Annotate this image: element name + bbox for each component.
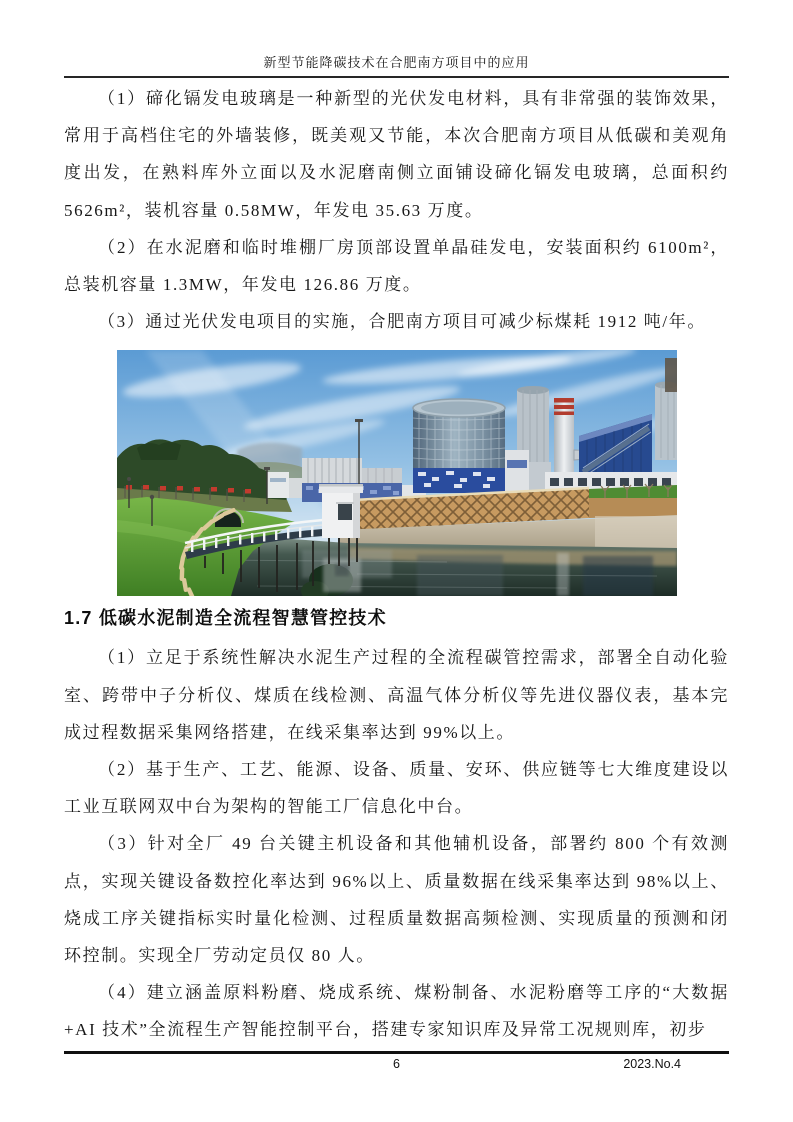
page-number: 6 bbox=[393, 1057, 400, 1071]
header-rule bbox=[64, 76, 729, 78]
intro-paragraph-3: （3）通过光伏发电项目的实施，合肥南方项目可减少标煤耗 1912 吨/年。 bbox=[98, 312, 706, 332]
section-heading: 1.7 低碳水泥制造全流程智慧管控技术 bbox=[64, 608, 387, 629]
footer-rule bbox=[64, 1051, 729, 1054]
page-header bbox=[64, 0, 729, 78]
section-paragraph-2: （2）基于生产、工艺、能源、设备、质量、安环、供应链等七大维度建设以工业互联网双中台为架构的智能工厂信息化中台。 bbox=[64, 760, 729, 817]
intro-paragraph-2: （2）在水泥磨和临时堆棚厂房顶部设置单晶硅发电，安装面积约 6100m²，总装机容量 1.3MW，年发电 126.86 万度。 bbox=[64, 237, 729, 295]
factory-photo-illustration bbox=[117, 350, 677, 596]
section-paragraph-3: （3）针对全厂 49 台关键主机设备和其他辅机设备，部署约 800 个有效测点，实现关键设备数控化率达到 96%以上、质量数据在线采集率达到 98%以上、烧成工序关键指标实时量化检测、过程质量数据高频检测、实现质量的预测和闭环控制。实现全厂劳动定员仅 80 人。 bbox=[64, 834, 729, 966]
running-head-title: 新型节能降碳技术在合肥南方项目中的应用 bbox=[263, 55, 530, 70]
issue-number: 2023.No.4 bbox=[623, 1057, 681, 1071]
section-paragraph-1: （1）立足于系统性解决水泥生产过程的全流程碳管控需求，部署全自动化验室、跨带中子分析仪、煤质在线检测、高温气体分析仪等先进仪器仪表，基本完成过程数据采集网络搭建，在线采集率达到 99%以上。 bbox=[64, 648, 729, 742]
section-paragraph-4: （4）建立涵盖原料粉磨、烧成系统、煤粉制备、水泥粉磨等工序的“大数据+AI 技术”全流程生产智能控制平台，搭建专家知识库及异常工况规则库，初步 bbox=[64, 983, 729, 1040]
site-photo bbox=[117, 350, 677, 596]
intro-paragraph-1: （1）碲化镉发电玻璃是一种新型的光伏发电材料，具有非常强的装饰效果，常用于高档住宅的外墙装修，既美观又节能，本次合肥南方项目从低碳和美观角度出发，在熟料库外立面以及水泥磨南侧立面铺设碲化镉发电玻璃，总面积约5626m²，装机容量 0.58MW，年发电 35.63 万度。 bbox=[64, 89, 729, 220]
